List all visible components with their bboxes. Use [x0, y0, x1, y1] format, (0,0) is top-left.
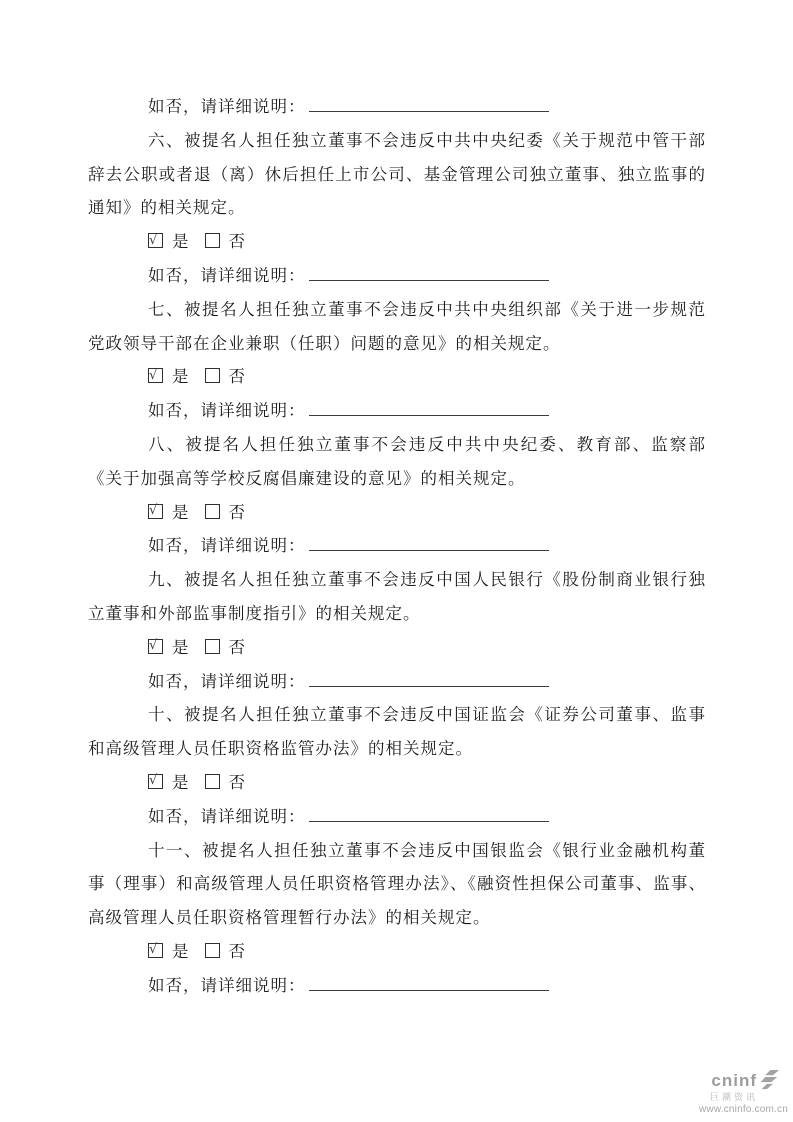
check-mark: √ [149, 773, 158, 789]
no-label: 否 [228, 232, 246, 252]
choice-line [88, 631, 706, 665]
no-label: 否 [228, 502, 246, 522]
detail-label: 如否，请详细说明： [148, 536, 306, 556]
checkbox-checked-icon [148, 368, 163, 383]
detail-label: 如否，请详细说明： [148, 97, 306, 116]
yes-label: 是 [172, 502, 190, 522]
checkbox-unchecked-icon [205, 639, 220, 654]
yes-label: 是 [172, 232, 190, 252]
item-paragraph-10: 十、被提名人担任独立董事不会违反中国证监会《证券公司董事、监事和高级管理人员任职资格监管办法》的相关规定。 [88, 705, 706, 759]
detail-label: 如否，请详细说明： [148, 975, 306, 995]
check-mark: √ [149, 942, 158, 958]
no-label: 否 [228, 637, 246, 657]
detail-label: 如否，请详细说明： [148, 671, 306, 691]
check-mark: √ [149, 368, 158, 384]
cninfo-site-name: 巨潮资讯 [709, 1092, 758, 1103]
detail-line [88, 394, 706, 428]
no-label: 否 [228, 941, 246, 961]
detail-label: 如否，请详细说明： [148, 265, 306, 285]
detail-line [88, 529, 706, 563]
item-paragraph-8: 八、被提名人担任独立董事不会违反中共中央纪委、教育部、监察部《关于加强高等学校反腐倡廉建设的意见》的相关规定。 [88, 434, 706, 488]
cninfo-logo-text: cninf [711, 1071, 757, 1091]
item-paragraph-7: 七、被提名人担任独立董事不会违反中共中央组织部《关于进一步规范党政领导干部在企业兼职（任职）问题的意见》的相关规定。 [88, 299, 706, 353]
no-label: 否 [228, 772, 246, 792]
yes-label: 是 [172, 772, 190, 792]
detail-label: 如否，请详细说明： [148, 401, 306, 421]
detail-fill-line [309, 95, 549, 113]
page-content [88, 90, 706, 1003]
choice-line [88, 225, 706, 259]
detail-line [88, 665, 706, 699]
detail-fill-line [309, 534, 549, 552]
checkbox-checked-icon [148, 774, 163, 789]
check-mark: √ [149, 503, 158, 519]
checkbox-checked-icon [148, 943, 163, 958]
item-paragraph-9: 九、被提名人担任独立董事不会违反中国人民银行《股份制商业银行独立董事和外部监事制度指引》的相关规定。 [88, 570, 706, 623]
detail-fill-line [309, 399, 549, 417]
checkbox-unchecked-icon [205, 774, 220, 789]
item-paragraph-6: 六、被提名人担任独立董事不会违反中共中央纪委《关于规范中管干部辞去公职或者退（离）休后担任上市公司、基金管理公司独立董事、独立监事的通知》的相关规定。 [88, 130, 706, 218]
no-label: 否 [228, 367, 246, 387]
detail-line [88, 259, 706, 293]
choice-line [88, 935, 706, 969]
watermark [699, 1070, 788, 1115]
checkbox-checked-icon [148, 233, 163, 248]
choice-line [88, 766, 706, 800]
checkbox-checked-icon [148, 504, 163, 519]
detail-line [88, 969, 706, 1003]
detail-fill-line [309, 973, 549, 991]
item-paragraph-11: 十一、被提名人担任独立董事不会违反中国银监会《银行业金融机构董事（理事）和高级管理人员任职资格管理办法》、《融资性担保公司董事、监事、高级管理人员任职资格管理暂行办法》的相关规定。 [88, 840, 706, 928]
cninfo-url: www.cninfo.com.cn [699, 1104, 788, 1115]
detail-line [88, 90, 706, 124]
detail-fill-line [309, 669, 549, 687]
yes-label: 是 [172, 367, 190, 387]
detail-label: 如否，请详细说明： [148, 806, 306, 826]
detail-line [88, 800, 706, 834]
yes-label: 是 [172, 941, 190, 961]
choice-line [88, 496, 706, 530]
check-mark: √ [149, 638, 158, 654]
cninfo-swirl-icon [759, 1070, 780, 1095]
choice-line [88, 360, 706, 394]
check-mark: √ [149, 232, 158, 248]
yes-label: 是 [172, 637, 190, 657]
checkbox-unchecked-icon [205, 368, 220, 383]
checkbox-checked-icon [148, 639, 163, 654]
checkbox-unchecked-icon [205, 233, 220, 248]
detail-fill-line [309, 804, 549, 822]
checkbox-unchecked-icon [205, 943, 220, 958]
detail-fill-line [309, 263, 549, 281]
checkbox-unchecked-icon [205, 504, 220, 519]
